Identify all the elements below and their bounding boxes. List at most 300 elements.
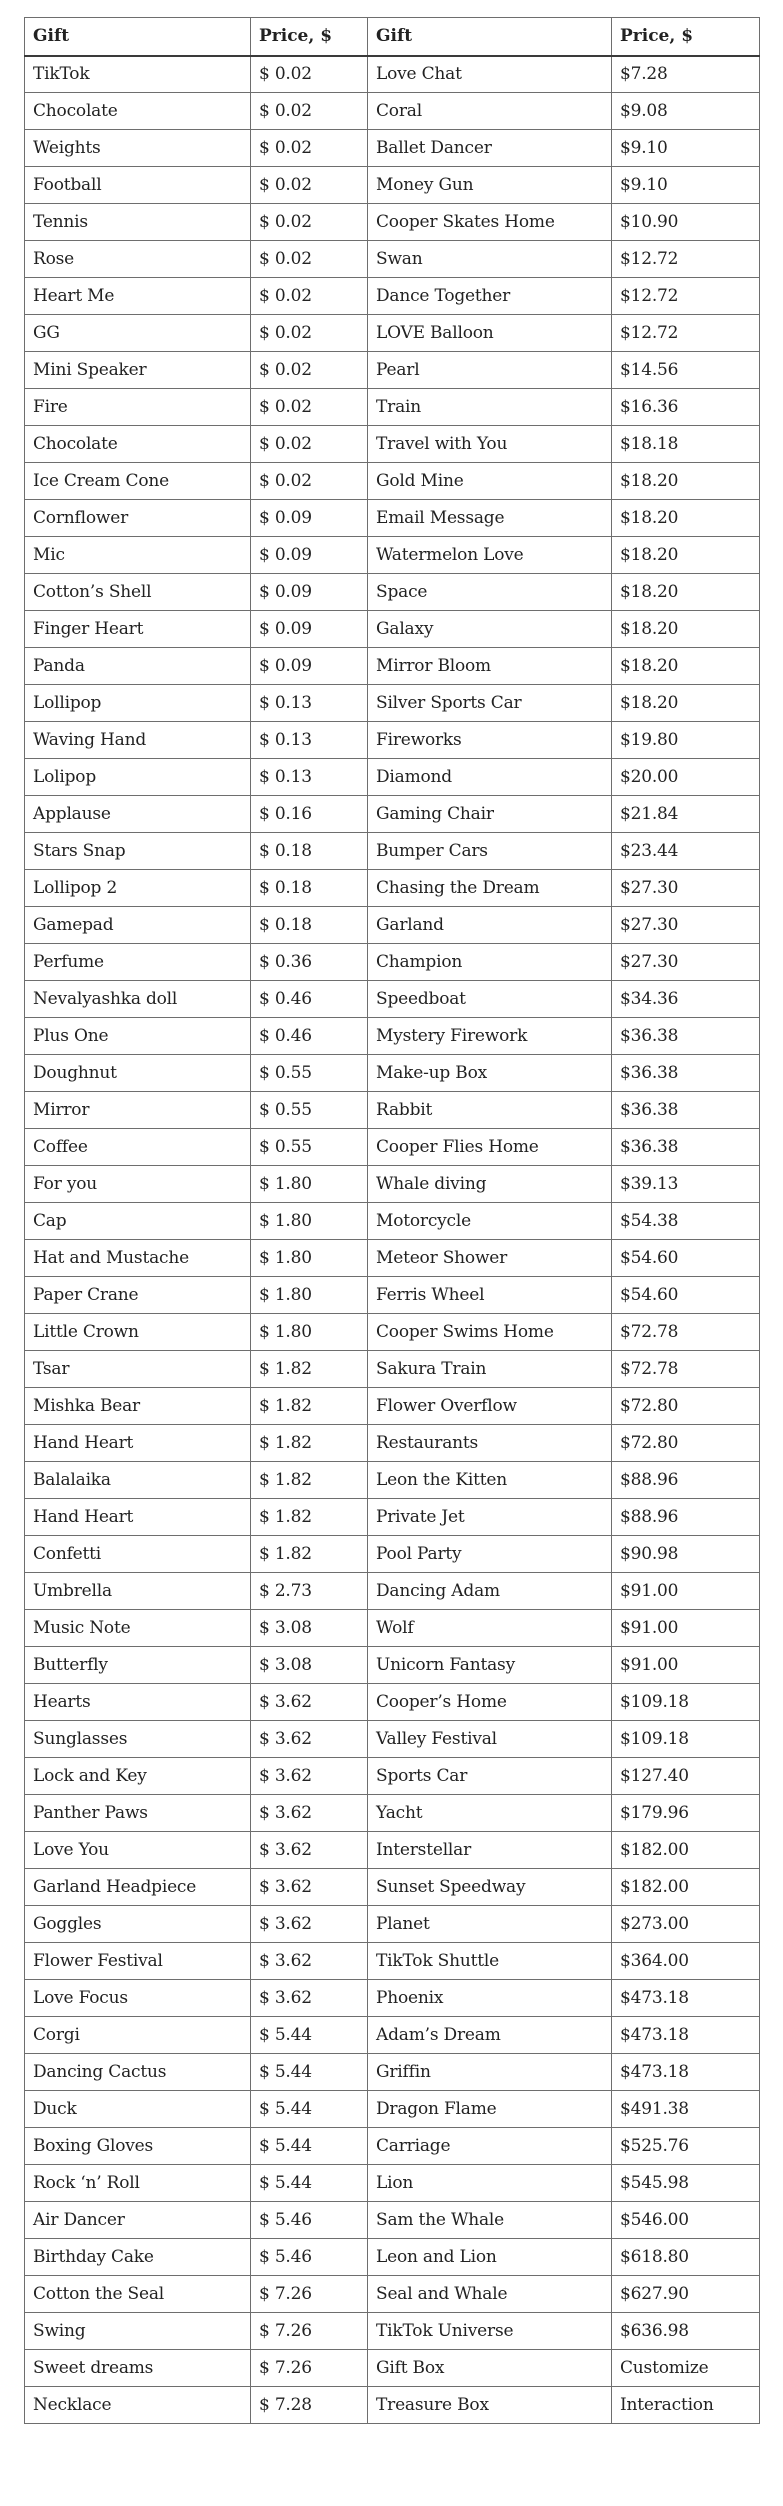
gift-name-cell: Heart Me <box>25 278 251 315</box>
gift-name-cell: Love Focus <box>25 1980 251 2017</box>
gift-price-cell: Interaction <box>612 2387 760 2424</box>
table-row <box>25 56 760 93</box>
gift-price-cell: $72.78 <box>612 1351 760 1388</box>
gift-price-cell: $9.10 <box>612 130 760 167</box>
gift-price-cell: $ 3.62 <box>251 1980 368 2017</box>
gift-price-cell: $182.00 <box>612 1832 760 1869</box>
gift-name-cell: Cooper Swims Home <box>368 1314 612 1351</box>
gift-name-cell: Chocolate <box>25 426 251 463</box>
gift-price-cell: $27.30 <box>612 870 760 907</box>
gift-price-cell: $473.18 <box>612 2017 760 2054</box>
gift-price-cell: $39.13 <box>612 1166 760 1203</box>
table-row <box>25 315 760 352</box>
gift-name-cell: Dancing Cactus <box>25 2054 251 2091</box>
gift-price-cell: $18.20 <box>612 648 760 685</box>
gift-price-cell: $ 0.55 <box>251 1055 368 1092</box>
gift-price-cell: $ 2.73 <box>251 1573 368 1610</box>
table-row <box>25 685 760 722</box>
gift-name-cell: Ice Cream Cone <box>25 463 251 500</box>
gift-price-cell: $ 5.44 <box>251 2091 368 2128</box>
gift-price-cell: $12.72 <box>612 315 760 352</box>
gift-price-cell: $ 1.82 <box>251 1462 368 1499</box>
gift-name-cell: Galaxy <box>368 611 612 648</box>
gift-price-cell: $ 1.80 <box>251 1314 368 1351</box>
gift-price-cell: $18.20 <box>612 463 760 500</box>
gift-name-cell: Tsar <box>25 1351 251 1388</box>
table-row <box>25 944 760 981</box>
gift-name-cell: Sakura Train <box>368 1351 612 1388</box>
table-row <box>25 278 760 315</box>
header-row <box>25 18 760 56</box>
gift-price-cell: $88.96 <box>612 1499 760 1536</box>
gift-price-cell: $ 3.62 <box>251 1795 368 1832</box>
gift-price-cell: $16.36 <box>612 389 760 426</box>
gift-name-cell: Gaming Chair <box>368 796 612 833</box>
gift-price-cell: $ 7.26 <box>251 2313 368 2350</box>
gift-price-cell: $473.18 <box>612 1980 760 2017</box>
gift-price-cell: $72.80 <box>612 1388 760 1425</box>
gift-price-cell: $ 5.44 <box>251 2128 368 2165</box>
gift-name-cell: Planet <box>368 1906 612 1943</box>
gift-price-cell: $36.38 <box>612 1092 760 1129</box>
gift-price-cell: $ 7.26 <box>251 2350 368 2387</box>
gift-price-cell: $ 7.26 <box>251 2276 368 2313</box>
gift-name-cell: Stars Snap <box>25 833 251 870</box>
table-row <box>25 2128 760 2165</box>
gift-price-cell: $10.90 <box>612 204 760 241</box>
gift-price-cell: $ 0.02 <box>251 315 368 352</box>
gift-price-cell: $ 0.09 <box>251 574 368 611</box>
table-row <box>25 1277 760 1314</box>
gift-price-cell: $ 0.13 <box>251 759 368 796</box>
gift-price-cell: $ 3.62 <box>251 1943 368 1980</box>
gift-name-cell: Birthday Cake <box>25 2239 251 2276</box>
table-row <box>25 500 760 537</box>
header-price-left: Price, $ <box>251 18 368 56</box>
table-row <box>25 1869 760 1906</box>
table-row <box>25 2350 760 2387</box>
table-row <box>25 1462 760 1499</box>
table-row <box>25 241 760 278</box>
gift-name-cell: Coffee <box>25 1129 251 1166</box>
gift-name-cell: Fire <box>25 389 251 426</box>
gift-price-cell: $23.44 <box>612 833 760 870</box>
gift-name-cell: Mic <box>25 537 251 574</box>
gift-price-cell: $ 0.02 <box>251 463 368 500</box>
gift-name-cell: Valley Festival <box>368 1721 612 1758</box>
gift-price-cell: $ 3.62 <box>251 1832 368 1869</box>
gift-price-cell: $ 0.09 <box>251 500 368 537</box>
gift-name-cell: Music Note <box>25 1610 251 1647</box>
gift-name-cell: Treasure Box <box>368 2387 612 2424</box>
gift-price-cell: $ 0.02 <box>251 56 368 93</box>
table-row <box>25 2091 760 2128</box>
gift-price-cell: $21.84 <box>612 796 760 833</box>
table-row <box>25 1351 760 1388</box>
gift-name-cell: Wolf <box>368 1610 612 1647</box>
gift-price-cell: $364.00 <box>612 1943 760 1980</box>
gift-price-cell: $ 1.82 <box>251 1499 368 1536</box>
gift-name-cell: Hat and Mustache <box>25 1240 251 1277</box>
gift-price-cell: $127.40 <box>612 1758 760 1795</box>
gift-price-cell: $473.18 <box>612 2054 760 2091</box>
gift-price-cell: $ 1.82 <box>251 1351 368 1388</box>
gift-price-cell: $7.28 <box>612 56 760 93</box>
gift-price-cell: $ 0.09 <box>251 537 368 574</box>
gift-name-cell: Mini Speaker <box>25 352 251 389</box>
gift-price-cell: $ 3.62 <box>251 1721 368 1758</box>
gift-price-cell: $14.56 <box>612 352 760 389</box>
table-row <box>25 981 760 1018</box>
table-row <box>25 167 760 204</box>
gift-name-cell: Space <box>368 574 612 611</box>
gift-price-cell: $636.98 <box>612 2313 760 2350</box>
gift-price-cell: $19.80 <box>612 722 760 759</box>
gift-name-cell: Mishka Bear <box>25 1388 251 1425</box>
table-row <box>25 1203 760 1240</box>
gift-name-cell: Hearts <box>25 1684 251 1721</box>
table-row <box>25 1610 760 1647</box>
gift-name-cell: Restaurants <box>368 1425 612 1462</box>
gift-price-cell: $ 3.62 <box>251 1869 368 1906</box>
gift-name-cell: Unicorn Fantasy <box>368 1647 612 1684</box>
gift-name-cell: Cap <box>25 1203 251 1240</box>
gift-price-cell: $12.72 <box>612 278 760 315</box>
table-row <box>25 2054 760 2091</box>
gift-name-cell: Lollipop <box>25 685 251 722</box>
gift-name-cell: For you <box>25 1166 251 1203</box>
table-row <box>25 93 760 130</box>
gift-price-cell: $ 0.02 <box>251 426 368 463</box>
gift-price-cell: $ 0.02 <box>251 278 368 315</box>
table-header <box>25 18 760 56</box>
gift-name-cell: Nevalyashka doll <box>25 981 251 1018</box>
gift-price-cell: $ 0.02 <box>251 204 368 241</box>
gift-name-cell: Bumper Cars <box>368 833 612 870</box>
table-row <box>25 833 760 870</box>
table-row <box>25 574 760 611</box>
gift-price-cell: $ 0.55 <box>251 1129 368 1166</box>
gift-name-cell: Sports Car <box>368 1758 612 1795</box>
gift-price-cell: $ 0.16 <box>251 796 368 833</box>
gift-price-cell: $179.96 <box>612 1795 760 1832</box>
gift-name-cell: Duck <box>25 2091 251 2128</box>
gift-price-cell: $491.38 <box>612 2091 760 2128</box>
gift-price-cell: $ 1.80 <box>251 1203 368 1240</box>
gift-name-cell: Garland <box>368 907 612 944</box>
gift-name-cell: Diamond <box>368 759 612 796</box>
gift-name-cell: Panther Paws <box>25 1795 251 1832</box>
gift-price-cell: $12.72 <box>612 241 760 278</box>
gift-price-cell: $ 0.55 <box>251 1092 368 1129</box>
gift-price-cell: $54.38 <box>612 1203 760 1240</box>
table-row <box>25 907 760 944</box>
gift-price-cell: $72.78 <box>612 1314 760 1351</box>
gift-name-cell: Champion <box>368 944 612 981</box>
gift-name-cell: Email Message <box>368 500 612 537</box>
gift-name-cell: Mirror Bloom <box>368 648 612 685</box>
table-row <box>25 537 760 574</box>
gift-name-cell: TikTok Shuttle <box>368 1943 612 1980</box>
gift-name-cell: Hand Heart <box>25 1499 251 1536</box>
gift-price-cell: $20.00 <box>612 759 760 796</box>
gift-name-cell: Dancing Adam <box>368 1573 612 1610</box>
gift-price-cell: $ 0.18 <box>251 833 368 870</box>
gift-price-cell: $ 0.18 <box>251 907 368 944</box>
gift-price-cell: $ 0.02 <box>251 352 368 389</box>
table-row <box>25 1314 760 1351</box>
gift-price-cell: $ 1.80 <box>251 1240 368 1277</box>
gift-price-cell: $ 7.28 <box>251 2387 368 2424</box>
gift-name-cell: Pool Party <box>368 1536 612 1573</box>
gift-price-cell: $ 5.44 <box>251 2165 368 2202</box>
gift-name-cell: Pearl <box>368 352 612 389</box>
header-gift-right: Gift <box>368 18 612 56</box>
table-row <box>25 1536 760 1573</box>
gift-price-cell: $ 0.02 <box>251 241 368 278</box>
gift-price-cell: $18.20 <box>612 611 760 648</box>
gift-price-cell: $ 0.18 <box>251 870 368 907</box>
gift-name-cell: Mystery Firework <box>368 1018 612 1055</box>
gift-price-table <box>24 17 760 2424</box>
gift-name-cell: Tennis <box>25 204 251 241</box>
table-row <box>25 1795 760 1832</box>
gift-price-cell: $ 1.82 <box>251 1536 368 1573</box>
gift-price-cell: $ 5.46 <box>251 2239 368 2276</box>
gift-price-cell: $ 5.44 <box>251 2017 368 2054</box>
gift-price-cell: $ 0.09 <box>251 611 368 648</box>
gift-price-cell: $ 0.36 <box>251 944 368 981</box>
gift-price-cell: $ 0.46 <box>251 1018 368 1055</box>
gift-name-cell: TikTok Universe <box>368 2313 612 2350</box>
gift-price-cell: $27.30 <box>612 907 760 944</box>
table-row <box>25 1980 760 2017</box>
gift-name-cell: Flower Festival <box>25 1943 251 1980</box>
gift-name-cell: Coral <box>368 93 612 130</box>
gift-name-cell: Rock ‘n’ Roll <box>25 2165 251 2202</box>
gift-name-cell: Phoenix <box>368 1980 612 2017</box>
gift-name-cell: Lion <box>368 2165 612 2202</box>
gift-name-cell: Butterfly <box>25 1647 251 1684</box>
gift-name-cell: Sunset Speedway <box>368 1869 612 1906</box>
gift-name-cell: Flower Overflow <box>368 1388 612 1425</box>
table-body <box>25 56 760 2424</box>
gift-name-cell: Love Chat <box>368 56 612 93</box>
gift-name-cell: Sweet dreams <box>25 2350 251 2387</box>
gift-price-cell: $627.90 <box>612 2276 760 2313</box>
table-row <box>25 2387 760 2424</box>
gift-price-cell: $91.00 <box>612 1573 760 1610</box>
gift-name-cell: Silver Sports Car <box>368 685 612 722</box>
table-row <box>25 1166 760 1203</box>
gift-name-cell: Mirror <box>25 1092 251 1129</box>
gift-name-cell: Paper Crane <box>25 1277 251 1314</box>
gift-name-cell: Panda <box>25 648 251 685</box>
gift-name-cell: Interstellar <box>368 1832 612 1869</box>
gift-price-cell: $ 0.46 <box>251 981 368 1018</box>
gift-price-cell: $ 0.09 <box>251 648 368 685</box>
gift-price-cell: $ 0.02 <box>251 389 368 426</box>
gift-price-cell: $ 3.62 <box>251 1684 368 1721</box>
table-row <box>25 722 760 759</box>
gift-name-cell: Yacht <box>368 1795 612 1832</box>
table-row <box>25 1092 760 1129</box>
gift-price-cell: $18.20 <box>612 685 760 722</box>
table-row <box>25 426 760 463</box>
gift-name-cell: Garland Headpiece <box>25 1869 251 1906</box>
table-row <box>25 2017 760 2054</box>
table-row <box>25 1388 760 1425</box>
gift-price-cell: $525.76 <box>612 2128 760 2165</box>
table-row <box>25 759 760 796</box>
gift-name-cell: Griffin <box>368 2054 612 2091</box>
gift-price-cell: $ 0.02 <box>251 130 368 167</box>
gift-name-cell: Love You <box>25 1832 251 1869</box>
gift-price-cell: $ 3.62 <box>251 1906 368 1943</box>
gift-name-cell: Air Dancer <box>25 2202 251 2239</box>
gift-name-cell: Dragon Flame <box>368 2091 612 2128</box>
table-row <box>25 352 760 389</box>
table-row <box>25 1721 760 1758</box>
gift-price-cell: $36.38 <box>612 1055 760 1092</box>
gift-name-cell: Private Jet <box>368 1499 612 1536</box>
gift-name-cell: Cotton the Seal <box>25 2276 251 2313</box>
gift-price-cell: $545.98 <box>612 2165 760 2202</box>
gift-name-cell: Fireworks <box>368 722 612 759</box>
table-row <box>25 1758 760 1795</box>
table-row <box>25 1943 760 1980</box>
gift-price-cell: $ 3.08 <box>251 1610 368 1647</box>
gift-name-cell: Speedboat <box>368 981 612 1018</box>
gift-price-cell: $273.00 <box>612 1906 760 1943</box>
gift-price-cell: $54.60 <box>612 1277 760 1314</box>
gift-price-cell: $ 0.13 <box>251 685 368 722</box>
gift-price-cell: $546.00 <box>612 2202 760 2239</box>
gift-name-cell: Corgi <box>25 2017 251 2054</box>
gift-name-cell: Sunglasses <box>25 1721 251 1758</box>
gift-price-cell: $18.20 <box>612 500 760 537</box>
gift-name-cell: Travel with You <box>368 426 612 463</box>
gift-name-cell: Make-up Box <box>368 1055 612 1092</box>
gift-name-cell: Umbrella <box>25 1573 251 1610</box>
gift-name-cell: Rabbit <box>368 1092 612 1129</box>
table-row <box>25 2239 760 2276</box>
gift-name-cell: Ferris Wheel <box>368 1277 612 1314</box>
gift-price-cell: $27.30 <box>612 944 760 981</box>
gift-name-cell: Sam the Whale <box>368 2202 612 2239</box>
gift-price-cell: $34.36 <box>612 981 760 1018</box>
gift-price-cell: $109.18 <box>612 1721 760 1758</box>
gift-name-cell: Perfume <box>25 944 251 981</box>
gift-name-cell: Little Crown <box>25 1314 251 1351</box>
gift-price-cell: $54.60 <box>612 1240 760 1277</box>
table-row <box>25 463 760 500</box>
table-row <box>25 2276 760 2313</box>
gift-name-cell: Boxing Gloves <box>25 2128 251 2165</box>
gift-name-cell: Weights <box>25 130 251 167</box>
table-row <box>25 1499 760 1536</box>
gift-name-cell: Finger Heart <box>25 611 251 648</box>
table-row <box>25 611 760 648</box>
gift-name-cell: Gamepad <box>25 907 251 944</box>
gift-name-cell: Cotton’s Shell <box>25 574 251 611</box>
gift-name-cell: Watermelon Love <box>368 537 612 574</box>
gift-name-cell: Swing <box>25 2313 251 2350</box>
table-row <box>25 1906 760 1943</box>
gift-price-cell: $91.00 <box>612 1610 760 1647</box>
gift-name-cell: Motorcycle <box>368 1203 612 1240</box>
gift-name-cell: LOVE Balloon <box>368 315 612 352</box>
gift-name-cell: Goggles <box>25 1906 251 1943</box>
gift-price-cell: $ 0.02 <box>251 167 368 204</box>
gift-price-cell: $ 3.62 <box>251 1758 368 1795</box>
gift-name-cell: Lollipop 2 <box>25 870 251 907</box>
gift-name-cell: Waving Hand <box>25 722 251 759</box>
gift-name-cell: Applause <box>25 796 251 833</box>
gift-price-cell: $ 5.44 <box>251 2054 368 2091</box>
gift-price-cell: $ 1.82 <box>251 1425 368 1462</box>
gift-name-cell: TikTok <box>25 56 251 93</box>
gift-price-cell: $9.08 <box>612 93 760 130</box>
gift-price-cell: $18.18 <box>612 426 760 463</box>
gift-name-cell: Lock and Key <box>25 1758 251 1795</box>
table-row <box>25 870 760 907</box>
gift-name-cell: Confetti <box>25 1536 251 1573</box>
gift-name-cell: Necklace <box>25 2387 251 2424</box>
table-row <box>25 796 760 833</box>
gift-name-cell: Swan <box>368 241 612 278</box>
gift-name-cell: Football <box>25 167 251 204</box>
gift-price-cell: $36.38 <box>612 1018 760 1055</box>
gift-name-cell: Gold Mine <box>368 463 612 500</box>
gift-price-cell: $ 0.13 <box>251 722 368 759</box>
gift-name-cell: Hand Heart <box>25 1425 251 1462</box>
gift-name-cell: Ballet Dancer <box>368 130 612 167</box>
table-row <box>25 1129 760 1166</box>
gift-name-cell: Cooper’s Home <box>368 1684 612 1721</box>
table-row <box>25 1018 760 1055</box>
gift-price-cell: $ 1.80 <box>251 1166 368 1203</box>
gift-name-cell: Leon the Kitten <box>368 1462 612 1499</box>
table-row <box>25 204 760 241</box>
gift-price-cell: $618.80 <box>612 2239 760 2276</box>
header-price-right: Price, $ <box>612 18 760 56</box>
gift-name-cell: Carriage <box>368 2128 612 2165</box>
table-row <box>25 1573 760 1610</box>
table-row <box>25 1684 760 1721</box>
gift-price-cell: $18.20 <box>612 537 760 574</box>
gift-name-cell: Seal and Whale <box>368 2276 612 2313</box>
gift-name-cell: Train <box>368 389 612 426</box>
table-row <box>25 1425 760 1462</box>
gift-price-cell: $88.96 <box>612 1462 760 1499</box>
gift-name-cell: Meteor Shower <box>368 1240 612 1277</box>
gift-name-cell: Doughnut <box>25 1055 251 1092</box>
gift-name-cell: Lolipop <box>25 759 251 796</box>
gift-name-cell: Plus One <box>25 1018 251 1055</box>
gift-name-cell: Cornflower <box>25 500 251 537</box>
gift-name-cell: Dance Together <box>368 278 612 315</box>
table-row <box>25 1832 760 1869</box>
gift-name-cell: Whale diving <box>368 1166 612 1203</box>
table-row <box>25 1055 760 1092</box>
gift-price-cell: Customize <box>612 2350 760 2387</box>
gift-price-cell: $9.10 <box>612 167 760 204</box>
gift-name-cell: Money Gun <box>368 167 612 204</box>
gift-price-cell: $ 5.46 <box>251 2202 368 2239</box>
table-row <box>25 389 760 426</box>
gift-price-cell: $72.80 <box>612 1425 760 1462</box>
